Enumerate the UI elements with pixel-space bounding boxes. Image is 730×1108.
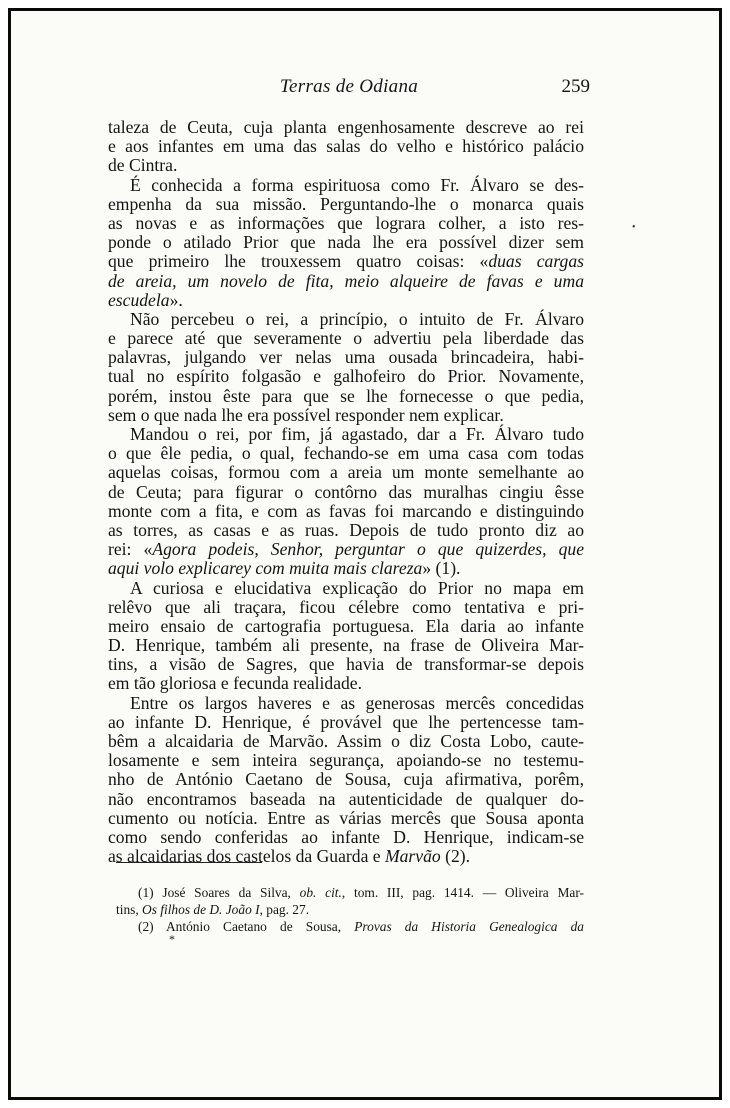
text-line: relêvo que ali traçara, ficou célebre como tentativa e pri- [108,596,584,617]
text-line: tins, a visão de Sagres, que havia de transformar-se depois [108,654,584,675]
text-line: ponde o atilado Prior que nada lhe era possível dizer sem [108,232,584,253]
text-run: rei: « [108,539,153,560]
text-line [108,559,584,578]
text-line: A curiosa e elucidativa explicação do Prior no mapa em [130,577,584,598]
text-run: que primeiro lhe trouxessem quatro coisas: « [108,251,489,272]
footnote-line [116,918,584,935]
text-line [108,291,584,310]
italic-run: aqui volo explicarey com muita mais clareza [108,558,423,579]
text-line: Entre os largos haveres e as generosas mercês concedidas [130,692,584,713]
text-line: D. Henrique, também ali presente, na frase de Oliveira Mar- [108,635,584,656]
text-line: como sendo conferidas ao infante D. Henrique, indicam-se [108,826,584,847]
text-line: bêm a alcaidaria de Marvão. Assim o diz Costa Lobo, caute- [108,731,584,751]
text-line: meiro ensaio de cartografia portuguesa. Ela daria ao infante [108,615,584,636]
footnote-line [116,901,584,918]
text-line: o que êle pedia, o qual, fechando-se em uma casa com todas [108,443,584,464]
text-line: Mandou o rei, por fim, já agastado, dar a Fr. Álvaro tudo [130,424,584,444]
text-line: losamente e sem inteira segurança, apoiando-se no testemu- [108,750,584,771]
text-line: palavras, julgando ver nelas uma ousada brincadeira, habi- [108,347,584,368]
star-mark: * [169,932,175,946]
text-line: e parece até que severamente o advertiu pela liberdade das [108,328,584,349]
text-run: , tom. III, pag. 1414. — Oliveira Mar- [341,885,584,900]
text-line: sem o que nada lhe era possível responder nem explicar. [108,404,504,425]
text-run: tins, [116,902,143,917]
text-run: ». [169,289,183,310]
italic-run: de areia, um novelo de fita, meio alqueire de favas e uma [108,270,584,291]
text-line: ao infante D. Henrique, é provável que lhe pertencesse tam- [108,711,584,732]
text-line [108,847,584,866]
italic-run: Marvão [384,846,441,867]
footnote-divider [116,862,262,863]
text-line: de Ceuta; para figurar o contôrno das muralhas cingiu êsse [108,481,584,502]
text-run: as alcaidarias dos castelos da Guarda e [108,846,385,867]
text-line: nho de António Caetano de Sousa, cuja afirmativa, porêm, [108,769,584,790]
running-title: Terras de Odiana [279,76,419,97]
italic-run: Agora podeis, Senhor, perguntar o que quizerdes, que [152,539,585,560]
text-line: e aos infantes em uma das salas do velho e histórico palácio [108,136,584,157]
text-run: , pag. 27. [259,902,310,917]
text-run: » (1). [422,558,461,579]
italic-run: Provas da Historia Genealogica da [354,919,584,934]
text-line: taleza de Ceuta, cuja planta engenhosamente descreve ao rei [108,117,584,137]
page-number: 259 [561,76,590,97]
text-line: as torres, as casas e as ruas. Depois de tudo pronto diz ao [108,519,584,540]
text-line [108,540,584,559]
text-run: (1) José Soares da Silva, [138,885,300,900]
text-line: É conhecida a forma espirituosa como Fr. Álvaro se des- [130,174,584,195]
text-line: monte com a fita, e com as favas foi marcando e distinguindo [108,500,584,521]
footnotes [116,884,584,935]
running-head [108,76,590,102]
text-line: porém, instou êste para que se lhe fornecesse o que pedia, [108,385,584,406]
text-line: cumento ou notícia. Entre as várias mercês que Sousa aponta [108,807,584,828]
italic-run: escudela [108,289,170,310]
text-line: não encontramos baseada na autenticidade de qualquer do- [108,788,584,809]
text-line [108,272,584,291]
text-run: (2) António Caetano de Sousa, [138,919,355,934]
text-line: de Cintra. [108,155,178,176]
text-line: as novas e as informações que lograra colher, a isto res- [108,212,584,233]
text-line: empenha da sua missão. Perguntando-lhe o monarca quais [108,193,584,214]
text-line [108,252,584,271]
footnote-line [116,884,584,901]
italic-run: Os filhos de D. João I [142,902,260,917]
text-line: Não percebeu o rei, a princípio, o intuito de Fr. Álvaro [130,308,584,329]
body-text [108,118,584,866]
italic-run: ob. cit. [299,885,342,900]
text-line: em tão gloriosa e fecunda realidade. [108,673,363,694]
text-line: aquelas coisas, formou com a areia um monte semelhante ao [108,462,584,483]
italic-run: duas cargas [488,251,584,272]
text-run: (2). [440,846,470,867]
margin-mark: • [632,222,636,233]
text-line: tual no espírito folgasão e galhofeiro do Prior. Novamente, [108,366,584,387]
